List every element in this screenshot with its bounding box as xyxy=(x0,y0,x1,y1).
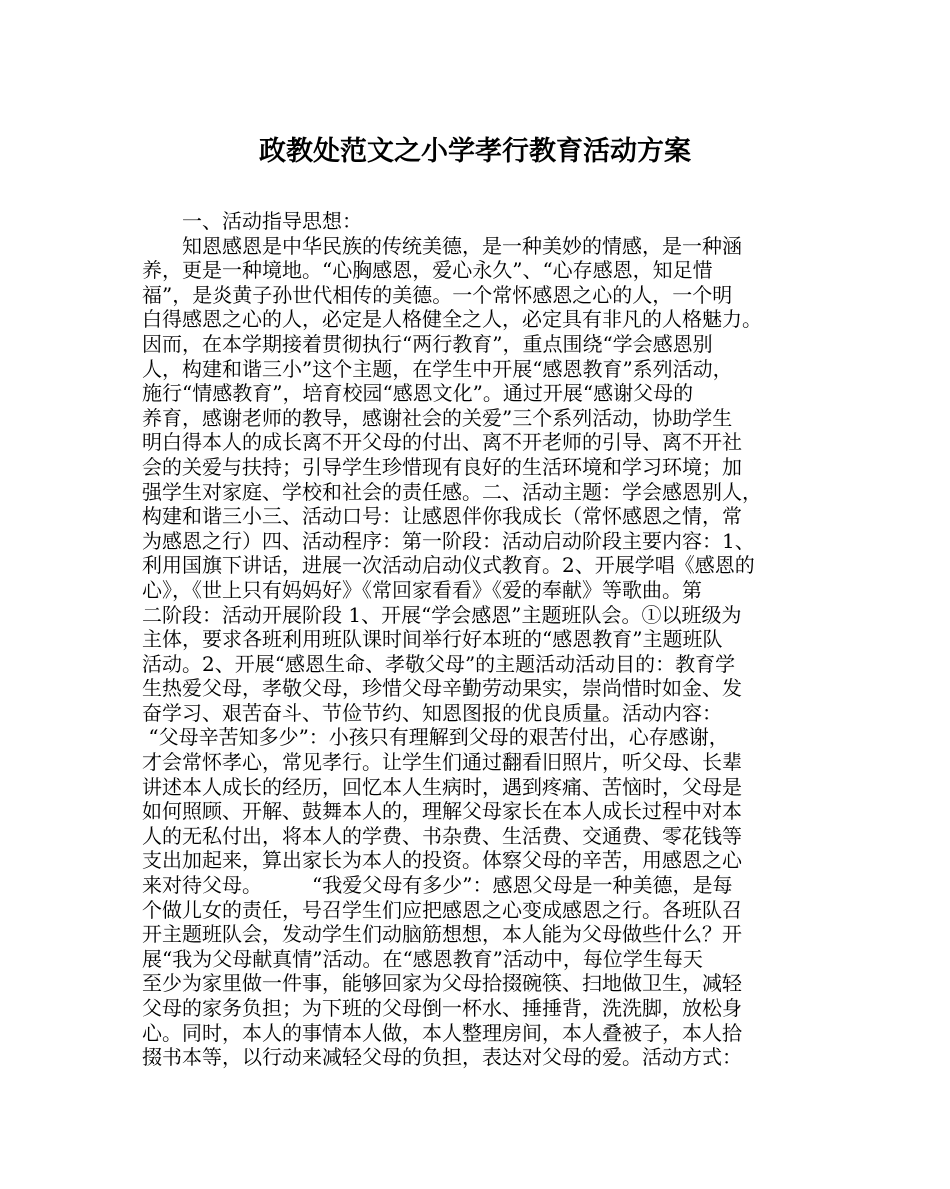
document-line: 奋学习、艰苦奋斗、节俭节约、知恩图报的优良质量。活动内容： xyxy=(142,700,722,725)
document-line: “父母辛苦知多少”：小孩只有理解到父母的艰苦付出，心存感谢， xyxy=(142,725,729,750)
document-line: 才会常怀孝心，常见孝行。让学生们通过翻看旧照片，听父母、长辈 xyxy=(142,750,742,775)
document-line: 主体，要求各班利用班队课时间举行好本班的“感恩教育”主题班队 xyxy=(142,627,723,652)
document-line: 福”，是炎黄子孙世代相传的美德。一个常怀感恩之心的人，一个明 xyxy=(142,282,733,307)
document-line: 养育，感谢老师的教导，感谢社会的关爱”三个系列活动，协助学生 xyxy=(142,405,733,430)
document-line: 心》，《世上只有妈妈好》《常回家看看》《爱的奉献》等歌曲。第 xyxy=(142,577,702,602)
document-line: 利用国旗下讲话，进展一次活动启动仪式教育。2、开展学唱《感恩的 xyxy=(142,553,755,578)
document-line: 明白得本人的成长离不开父母的付出、离不开老师的引导、离不开社 xyxy=(142,430,742,455)
document-line: 至少为家里做一件事，能够回家为父母拾掇碗筷、扫地做卫生，减轻 xyxy=(142,971,742,996)
document-line: 支出加起来，算出家长为本人的投资。体察父母的辛苦，用感恩之心 xyxy=(142,848,742,873)
document-line: 养，更是一种境地。“心胸感恩，爱心永久”、“心存感恩，知足惜 xyxy=(142,258,713,283)
document-line: 掇书本等，以行动来减轻父母的负担，表达对父母的爱。活动方式： xyxy=(142,1045,742,1070)
document-line: 如何照顾、开解、鼓舞本人的，理解父母家长在本人成长过程中对本 xyxy=(142,799,742,824)
document-line: 强学生对家庭、学校和社会的责任感。二、活动主题：学会感恩别人， xyxy=(142,479,762,504)
document-line: 施行“情感教育”，培育校园“感恩文化”。通过开展“感谢父母的 xyxy=(142,381,694,406)
document-line: 为感恩之行）四、活动程序：第一阶段：活动启动阶段主要内容：1、 xyxy=(142,528,755,553)
document-line: 展“我为父母献真情”活动。在“感恩教育”活动中，每位学生每天 xyxy=(142,946,703,971)
document-line: 开主题班队会，发动学生们动脑筋想想，本人能为父母做些什么？开 xyxy=(142,922,742,947)
document-line: 构建和谐三小三、活动口号：让感恩伴你我成长（常怀感恩之情，常 xyxy=(142,504,742,529)
document-body xyxy=(142,209,826,1070)
document-line: 活动。2、开展“感恩生命、孝敬父母”的主题活动活动目的：教育学 xyxy=(142,651,736,676)
document-line: 父母的家务负担；为下班的父母倒一杯水、捶捶背，洗洗脚，放松身 xyxy=(142,996,742,1020)
document-line: 会的关爱与扶持；引导学生珍惜现有良好的生活环境和学习环境；加 xyxy=(142,454,742,479)
document-line: 二阶段：活动开展阶段 1、开展“学会感恩”主题班队会。①以班级为 xyxy=(142,602,742,627)
document-line: 因而，在本学期接着贯彻执行“两行教育”，重点围绕“学会感恩别 xyxy=(142,331,713,356)
document-line: 心。同时，本人的事情本人做，本人整理房间，本人叠被子，本人拾 xyxy=(142,1020,742,1045)
document-line: 知恩感恩是中华民族的传统美德，是一种美妙的情感，是一种涵 xyxy=(142,233,742,258)
document-line: 讲述本人成长的经历，回忆本人生病时，遇到疼痛、苦恼时，父母是 xyxy=(142,774,742,799)
document-line: 个做儿女的责任，号召学生们应把感恩之心变成感恩之行。各班队召 xyxy=(142,897,742,922)
document-line: 来对待父母。 “我爱父母有多少”：感恩父母是一种美德，是每 xyxy=(142,873,733,898)
document-line: 一、活动指导思想： xyxy=(142,209,362,233)
document-line: 白得感恩之心的人，必定是人格健全之人，必定具有非凡的人格魅力。 xyxy=(142,307,762,332)
document-line: 人的无私付出，将本人的学费、书杂费、生活费、交通费、零花钱等 xyxy=(142,823,742,848)
document-title: 政教处范文之小学孝行教育活动方案 xyxy=(259,136,691,167)
document-line: 生热爱父母，孝敬父母，珍惜父母辛勤劳动果实，崇尚惜时如金、发 xyxy=(142,676,742,701)
document-line: 人，构建和谐三小”这个主题，在学生中开展“感恩教育”系列活动， xyxy=(142,356,733,381)
